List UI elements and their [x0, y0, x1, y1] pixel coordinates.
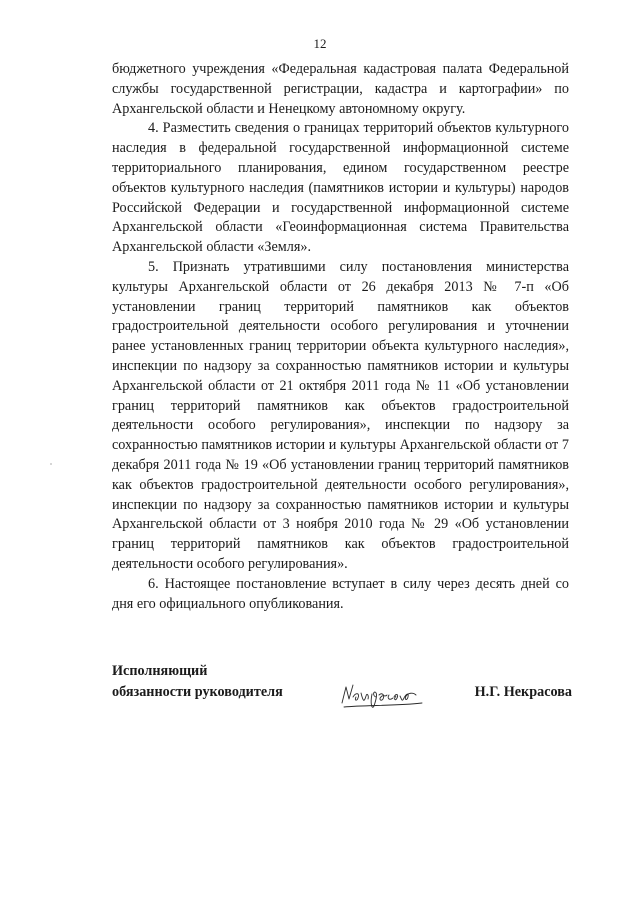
paragraph-item-4: 4. Разместить сведения о границах территорий объектов культурного наследия в федеральной государственной информационной системе территориального планирования, едином государственном реестре объектов культурного наследия (памятников истории и культуры) народов Российской Федерации и государственной информационной системе Архангельской области «Геоинформационная система Правительства Архангельской области «Земля». [112, 120, 569, 256]
signatory-title-line-2: обязанности руководителя [112, 684, 283, 700]
paragraph-item-6: 6. Настоящее постановление вступает в силу через десять дней со дня его официального опубликования. [112, 575, 569, 612]
handwritten-signature [336, 679, 432, 713]
document-body [112, 60, 569, 614]
page-number: 12 [313, 36, 327, 51]
scan-artifact [50, 463, 52, 465]
paragraph-item-5: 5. Признать утратившими силу постановления министерства культуры Архангельской области от 26 декабря 2013 № 7-п «Об установлении границ территорий памятников как объектов градостроительной деятельности особого регулирования и уточнении ранее установленных границ территории объекта культурного наследия», инспекции по надзору за сохранностью памятников истории и культуры Архангельской области от 21 октября 2011 года № 11 «Об установлении границ территорий памятников как объектов градостроительной деятельности особого регулирования», инспекции по надзору за сохранностью памятников истории и культуры Архангельской области от 7 декабря 2011 года № 19 «Об установлении границ территорий памятников как объектов градостроительной деятельности особого регулирования», инспекции по надзору за сохранностью памятников истории и культуры Архангельской области от 3 ноября 2010 года № 29 «Об установлении границ территорий памятников как объектов градостроительной деятельности особого регулирования». [112, 258, 569, 572]
signatory-name: Н.Г. Некрасова [474, 684, 572, 700]
signatory-title-line-1: Исполняющий [112, 663, 208, 679]
paragraph-continuation: бюджетного учреждения «Федеральная кадастровая палата Федеральной службы государственной регистрации, кадастра и картографии» по Архангельской области и Ненецкому автономному округу. [112, 61, 569, 117]
